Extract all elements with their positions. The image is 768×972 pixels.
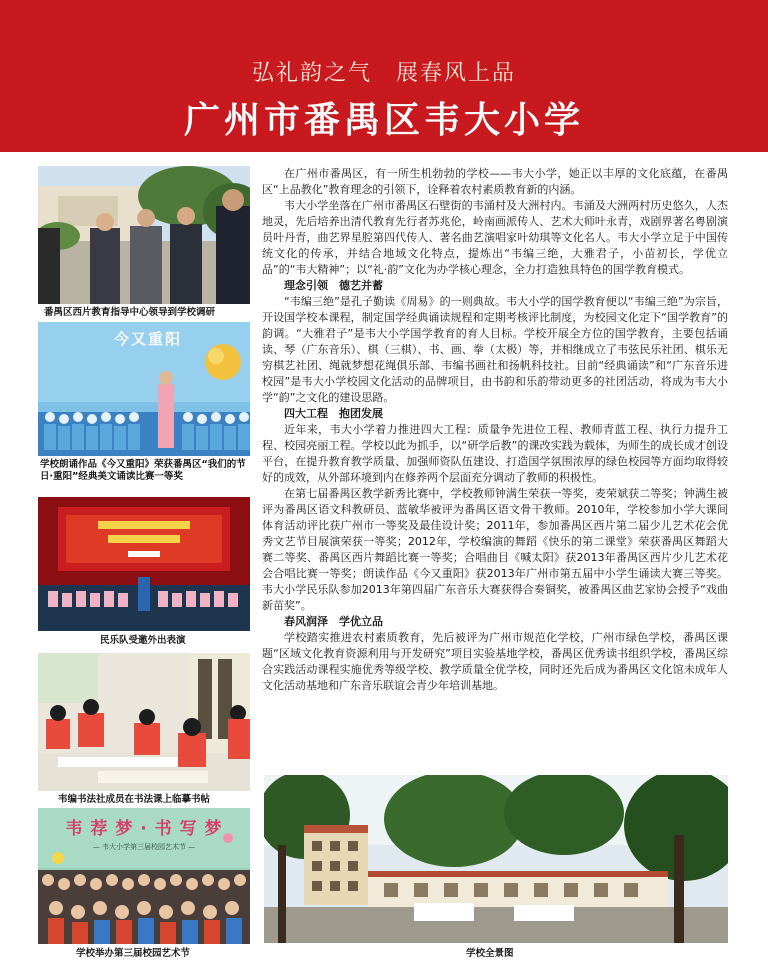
section-heading-four-projects: 四大工程 抱团发展 [284, 407, 383, 420]
section-heading-philosophy: 理念引领 德艺并蓄 [284, 279, 383, 292]
caption-folk-orchestra: 民乐队受邀外出表演 [100, 635, 186, 646]
section-heading-spring-breeze: 春风润泽 学优立品 [284, 615, 383, 628]
caption-calligraphy-class: 韦编书法社成员在书法课上临摹书帖 [58, 794, 211, 805]
slogan: 弘礼韵之气 展春风上品 [251, 61, 516, 86]
photo-recitation [38, 322, 250, 456]
photo-calligraphy-class [38, 653, 250, 791]
festival-banner-title: 韦 荐 梦 · 书 写 梦 [65, 819, 223, 839]
recitation-stage-title: 今又重阳 [113, 330, 182, 348]
header-banner [0, 0, 768, 152]
photo-art-festival [38, 808, 250, 944]
section-awards-paragraph: 在第七届番禺区教学新秀比赛中，学校教师钟满生荣获一等奖，麦荣斌获二等奖；钟满生被评为番禺区语文科教研员、蓝敏华被评为番禺区语文骨干教师。2010年，学校参加小学大课间体育活动评比获广州市一等奖及最佳设计奖；2011年，参加番禺区西片第二届少儿艺术花会优秀文艺节目展演荣获一等奖；2012年，学校编演的舞蹈《快乐的第二课堂》荣获番禺区舞蹈大赛二等奖、番禺区西片舞蹈比赛一等奖；合唱曲目《喊太阳》获2013年番禺区西片少儿艺术花会合唱比赛一等奖；朗读作品《今又重阳》获2013年广州市第五届中小学生诵读大赛三等奖。韦大小学民乐队参加2013年第四届广东音乐大赛获得合奏铜奖，被番禺区曲艺家协会授予“戏曲新苗奖”。 [262, 487, 728, 612]
photo-campus-panorama [264, 775, 728, 943]
caption-leaders-visit: 番禺区西片教育指导中心领导到学校调研 [44, 307, 216, 318]
section-four-projects-paragraph: 近年来，韦大小学着力推进四大工程：质量争先进位工程、教师青蓝工程、执行力提升工程、校园亮丽工程。学校以此为抓手，以“研学后教”的课改实践为载体，为师生的成长成才创设平台，在提升教育教学质量、加强师资队伍建设、打造国学氛围浓厚的绿色校园等方面均取得较好的成效，从外部环境到内在修养两个层面充分调动了教师的积极性。 [262, 423, 728, 484]
photo-leaders-visit [38, 166, 250, 304]
section-philosophy-paragraph: “韦编三绝”是孔子勤读《周易》的一则典故。韦大小学的国学教育便以“韦编三绝”为宗旨，开设国学校本课程，制定国学经典诵读规程和定期考核评比制度，为校园文化定下“国学教育”的韵调。“大雅君子”是韦大小学国学教育的育人目标。学校开展全方位的国学教育，主要包括诵读、琴（广东音乐）、棋（三棋）、书、画、拳（太极）等，并相继成立了韦弦民乐社团、棋乐无穷棋艺社团、绳就梦想花绳俱乐部、韦编书画社和扬帆科技社。目前“经典诵读”和“广东音乐进校园”是韦大小学校园文化活动的品牌项目，由书韵和乐韵带动更多的社团活动，将成为韦大小学“韵”之文化的建设思路。 [262, 295, 728, 404]
section-honors-paragraph: 学校踏实推进农村素质教育，先后被评为广州市规范化学校，广州市绿色学校，番禺区课题“区域文化教育资源利用与开发研究”项目实验基地学校，番禺区优秀读书组织学校，番禺区综合实践活动课程实施优秀等级学校、教学质量全优学校，同时还先后成为番禺区文化馆未成年人文化活动基地和广东音乐联谊会青少年培训基地。 [262, 631, 728, 692]
school-name-title: 广州市番禺区韦大小学 [183, 100, 584, 141]
photo-folk-orchestra [38, 497, 250, 631]
caption-art-festival: 学校举办第三届校园艺术节 [76, 948, 191, 959]
festival-banner-subtitle: — 韦大小学第三届校园艺术节 — [92, 843, 196, 851]
caption-campus-panorama: 学校全景图 [466, 948, 514, 959]
caption-recitation: 学校朗诵作品《今又重阳》荣获番禺区“我们的节日·重阳”经典美文诵读比赛一等奖 [40, 459, 246, 482]
article-body [262, 166, 728, 694]
article-background-paragraph: 韦大小学坐落在广州市番禺区石壁街的韦涌村及大洲村内。韦涌及大洲两村历史悠久，人杰地灵，先后培养出清代教育先行者苏兆伦，岭南画派传人、艺术大师叶永青，戏剧界著名粤剧演员叶丹青，曲艺界星腔第四代传人、著名曲艺演唱家叶幼琪等文化名人。韦大小学立足于中国传统文化的传承，并结合地域文化特点，提炼出“韦编三绝，大雅君子，小苗初长，学优立品”的“韦大精神”；以“礼·韵”文化为办学核心理念，全力打造独具特色的国学教育模式。 [262, 199, 728, 276]
article-intro-paragraph: 在广州市番禺区，有一所生机勃勃的学校——韦大小学，她正以丰厚的文化底蕴，在番禺区“上品教化”教育理念的引领下，诠释着农村素质教育新的内涵。 [262, 167, 728, 196]
